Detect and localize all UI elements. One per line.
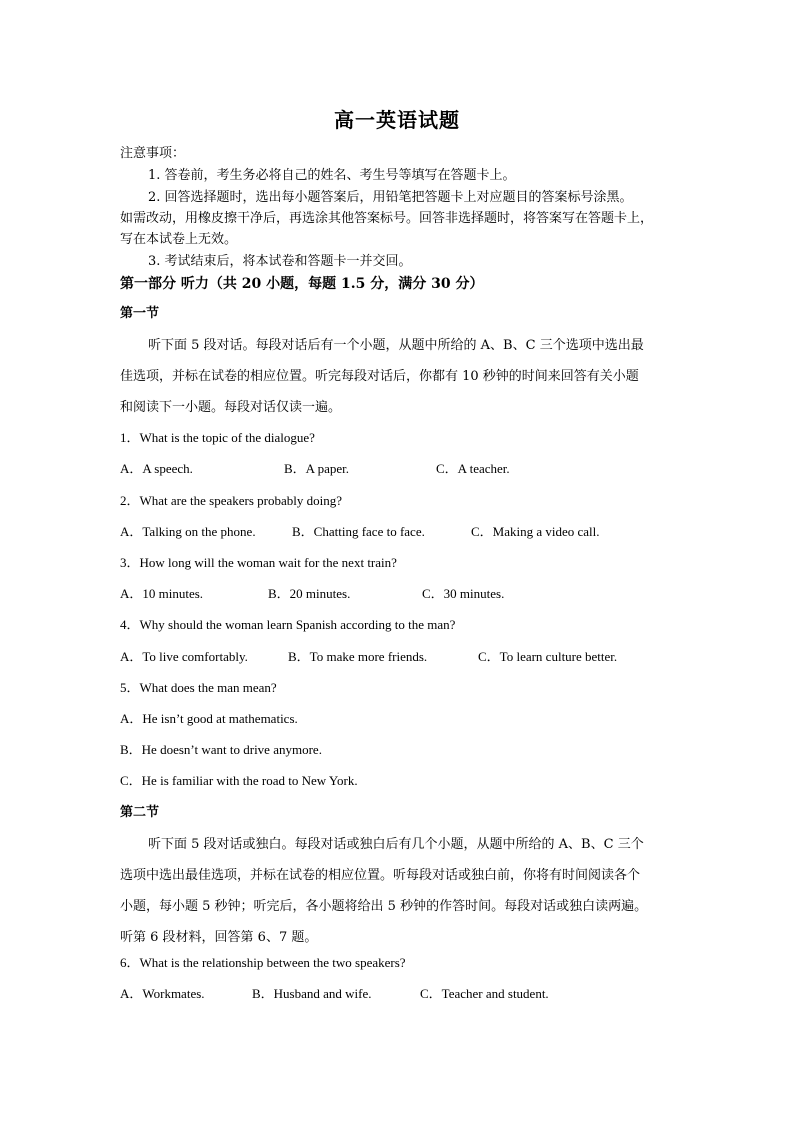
notice-item: 1. 答卷前，考生务必将自己的姓名、考生号等填写在答题卡上。 xyxy=(148,168,516,183)
section2-instruction: 选项中选出最佳选项，并标在试卷的相应位置。听每段对话或独白前，你将有时间阅读各个 xyxy=(120,868,641,883)
question-text: 4．Why should the woman learn Spanish according to the man? xyxy=(120,617,456,632)
option-a: A．Workmates. xyxy=(120,986,205,1001)
notice-item: 3. 考试结束后，将本试卷和答题卡一并交回。 xyxy=(148,254,412,269)
section1-instruction: 听下面 5 段对话。每段对话后有一个小题，从题中所给的 A、B、C 三个选项中选出最 xyxy=(148,338,644,353)
section2-instruction: 听第 6 段材料，回答第 6、7 题。 xyxy=(120,930,318,945)
section2-label: 第二节 xyxy=(120,805,160,820)
option-b: B．Chatting face to face. xyxy=(292,524,425,539)
question-text: 6．What is the relationship between the two speakers? xyxy=(120,955,406,970)
section1-label: 第一节 xyxy=(120,306,160,321)
option-a: A．Talking on the phone. xyxy=(120,524,256,539)
option-c: C．Teacher and student. xyxy=(420,986,549,1001)
section2-instruction: 小题，每小题 5 秒钟；听完后，各小题将给出 5 秒钟的作答时间。每段对话或独白读两遍。 xyxy=(120,899,648,914)
section1-instruction: 佳选项，并标在试卷的相应位置。听完每段对话后，你都有 10 秒钟的时间来回答有关小题 xyxy=(120,369,639,384)
option-c: C．He is familiar with the road to New York. xyxy=(120,773,358,788)
question-text: 2．What are the speakers probably doing? xyxy=(120,493,343,508)
page-title: 高一英语试题 xyxy=(334,108,460,132)
section1-instruction: 和阅读下一小题。每段对话仅读一遍。 xyxy=(120,400,342,415)
section2-instruction: 听下面 5 段对话或独白。每段对话或独白后有几个小题，从题中所给的 A、B、C 三个 xyxy=(148,837,644,852)
option-a: A．To live comfortably. xyxy=(120,649,248,664)
notice-item: 写在本试卷上无效。 xyxy=(120,232,238,247)
option-c: C．To learn culture better. xyxy=(478,649,618,664)
notice-item: 2. 回答选择题时，选出每小题答案后，用铅笔把答题卡上对应题目的答案标号涂黑。 xyxy=(148,190,633,205)
notice-heading: 注意事项： xyxy=(120,146,186,161)
question-text: 5．What does the man mean? xyxy=(120,680,277,695)
option-c: C．A teacher. xyxy=(436,461,510,476)
option-b: B．Husband and wife. xyxy=(252,986,372,1001)
option-c: C．Making a video call. xyxy=(471,524,600,539)
question-text: 1．What is the topic of the dialogue? xyxy=(120,430,315,445)
part1-heading: 第一部分 听力（共 20 小题，每题 1.5 分，满分 30 分） xyxy=(120,276,484,292)
option-a: A．10 minutes. xyxy=(120,586,204,601)
option-b: B．He doesn’t want to drive anymore. xyxy=(120,742,322,757)
question-text: 3．How long will the woman wait for the next train? xyxy=(120,555,397,570)
option-b: B．A paper. xyxy=(284,461,349,476)
option-b: B．20 minutes. xyxy=(268,586,351,601)
notice-item: 如需改动，用橡皮擦干净后，再选涂其他答案标号。回答非选择题时，将答案写在答题卡上， xyxy=(120,211,654,226)
option-b: B．To make more friends. xyxy=(288,649,428,664)
option-a: A．A speech. xyxy=(120,461,193,476)
option-c: C．30 minutes. xyxy=(422,586,505,601)
option-a: A．He isn’t good at mathematics. xyxy=(120,711,298,726)
